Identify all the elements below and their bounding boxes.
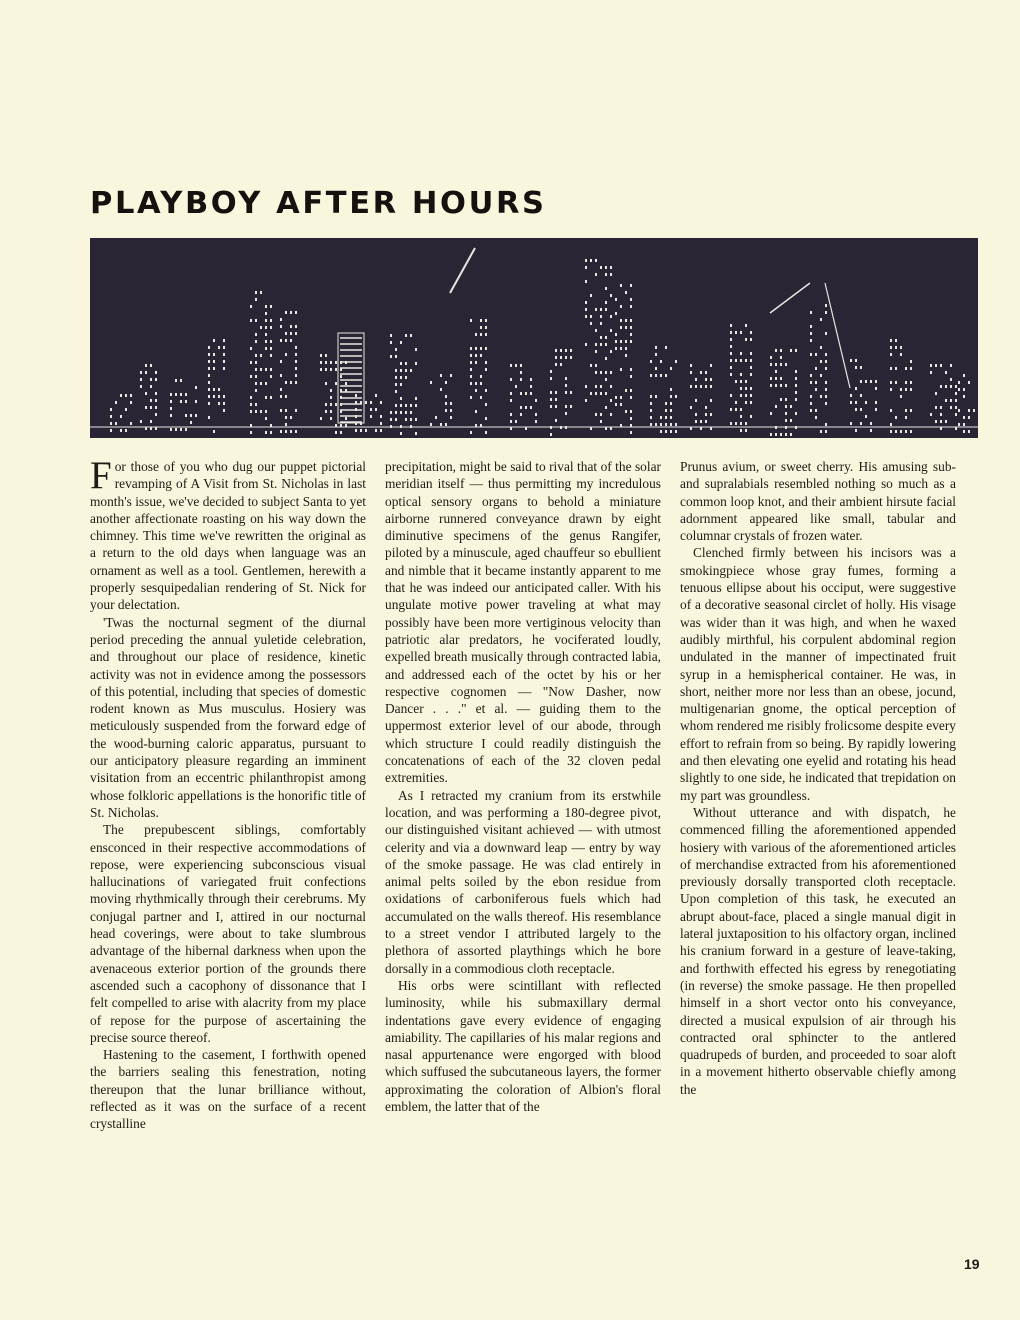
- article-column-3: [680, 458, 956, 1098]
- article-paragraph: For those of you who dug our puppet pictorial revamping of A Visit from St. Nicholas in last month's issue, we've decided to subject Santa to yet another affectionate roasting on his way down the chimney. This time we've rewritten the original as a return to the old days when language was an ornament as well as a tool. Gentlemen, herewith a properly sesquipedalian rendering of St. Nick for your delectation.: [90, 454, 366, 613]
- article-paragraph: Prunus avium, or sweet cherry. His amusing sub- and supralabials resembled nothing so much as a common loop knot, and their ambient hirsute facial adornment appeared like small, tabular and columnar crystals of frozen water.: [680, 459, 956, 544]
- drop-cap: F: [90, 454, 112, 497]
- city-skyline-illustration: [90, 238, 978, 438]
- article-paragraph: precipitation, might be said to rival that of the solar meridian itself — thus permitting my incredulous optical sensory organs to behold a miniature airborne runnered conveyance drawn by eight diminutive specimens of the genus Rangifer, piloted by a minuscule, aged chauffeur so ebullient and nimble that it became instantly apparent to me that he was indeed our anticipated caller. With his ungulate motive power traveling at what may possibly have been more vertiginous velocity than patriotic alar predators, he vociferated loudly, expelled breath musically through contracted labia, and addressed each of the octet by his or her respective cognomen — "Now Dasher, now Dancer . . ." et al. — guiding them to the uppermost exterior level of our abode, through which structure I could readily distinguish the concatenations of each of the 32 cloven pedal extremities.: [385, 459, 661, 786]
- article-column-1: [90, 454, 366, 1133]
- page-number: 19: [964, 1256, 980, 1272]
- article-paragraph: 'Twas the nocturnal segment of the diurnal period preceding the annual yuletide celebration, and throughout our place of residence, kinetic activity was not in evidence among the possessors of this potential, including that species of domestic rodent known as Mus musculus. Hosiery was meticulously suspended from the forward edge of the wood-burning caloric apparatus, pursuant to our anticipatory pleasure regarding an imminent visitation from an eccentric philanthropist among whose folkloric appellations is the honorific title of St. Nicholas.: [90, 614, 366, 820]
- article-paragraph: The prepubescent siblings, comfortably ensconced in their respective accommodations of repose, were experiencing subconscious visual hallucinations of variegated fruit confections moving rhythmically through their cerebrums. My conjugal partner and I, attired in our nocturnal head coverings, were about to take slumbrous advantage of the hibernal darkness when upon the avenaceous exterior portion of the grounds there ascended such a cacophony of dissonance that I felt compelled to arise with alacrity from my place of repose for the purpose of ascertaining the precise source thereof.: [90, 822, 366, 1045]
- page-title: PLAYBOY AFTER HOURS: [90, 186, 547, 221]
- article-paragraph: Hastening to the casement, I forthwith opened the barriers sealing this fenestration, noting thereupon that the lunar brilliance without, reflected as it was on the surface of a recent crystalline: [90, 1047, 366, 1132]
- city-skyline-icon: [90, 238, 978, 438]
- article-paragraph: As I retracted my cranium from its erstwhile location, and was performing a 180-degree pivot, our distinguished visitant achieved — with utmost celerity and via a downward leap — entry by way of the smoke passage. He was clad entirely in animal pelts soiled by the ebon residue from oxidations of carboniferous fuels which had accumulated on the walls thereof. His resemblance to a street vendor I attributed largely to the plethora of assorted playthings which he bore dorsally in a commodious cloth receptacle.: [385, 787, 661, 976]
- article-column-2: [385, 458, 661, 1115]
- article-paragraph: Without utterance and with dispatch, he commenced filling the aforementioned appended hosiery with various of the aforementioned articles of merchandise extracted from his aforementioned previously dorsally transported cloth receptacle. Upon completion of this task, he executed an abrupt about-face, placed a single manual digit in lateral juxtaposition to his olfactory organ, inclined his cranium forward in a gesture of leave-taking, and forthwith effected his egress by renegotiating (in reverse) the smoke passage. He then propelled himself in a short vector onto his conveyance, directed a musical expulsion of air through his contracted oral sphincter to the antlered quadrupeds of burden, and proceeded to soar aloft in a movement hitherto observable chiefly among the: [680, 804, 956, 1097]
- article-paragraph: Clenched firmly between his incisors was a smokingpiece whose gray fumes, forming a tenuous ellipse about his occiput, were suggestive of a decorative seasonal circlet of holly. His visage was wider than it was high, and when he waxed audibly mirthful, his corpulent abdominal region undulated in the manner of impectinated fruit syrup in a hemispherical container. He was, in short, neither more nor less than an obese, jocund, multigenarian gnome, the optical perception of whom rendered me risibly frolicsome despite every effort to refrain from so being. By rapidly lowering and then elevating one eyelid and rotating his head slightly to one side, he indicated that trepidation on my part was groundless.: [680, 545, 956, 803]
- article-paragraph: His orbs were scintillant with reflected luminosity, while his submaxillary dermal indentations gave every evidence of engaging amiability. The capillaries of his malar regions and nasal appurtenance were engorged with blood which suffused the subcutaneous layers, the former approximating the coloration of Albion's floral emblem, the latter that of the: [385, 977, 661, 1114]
